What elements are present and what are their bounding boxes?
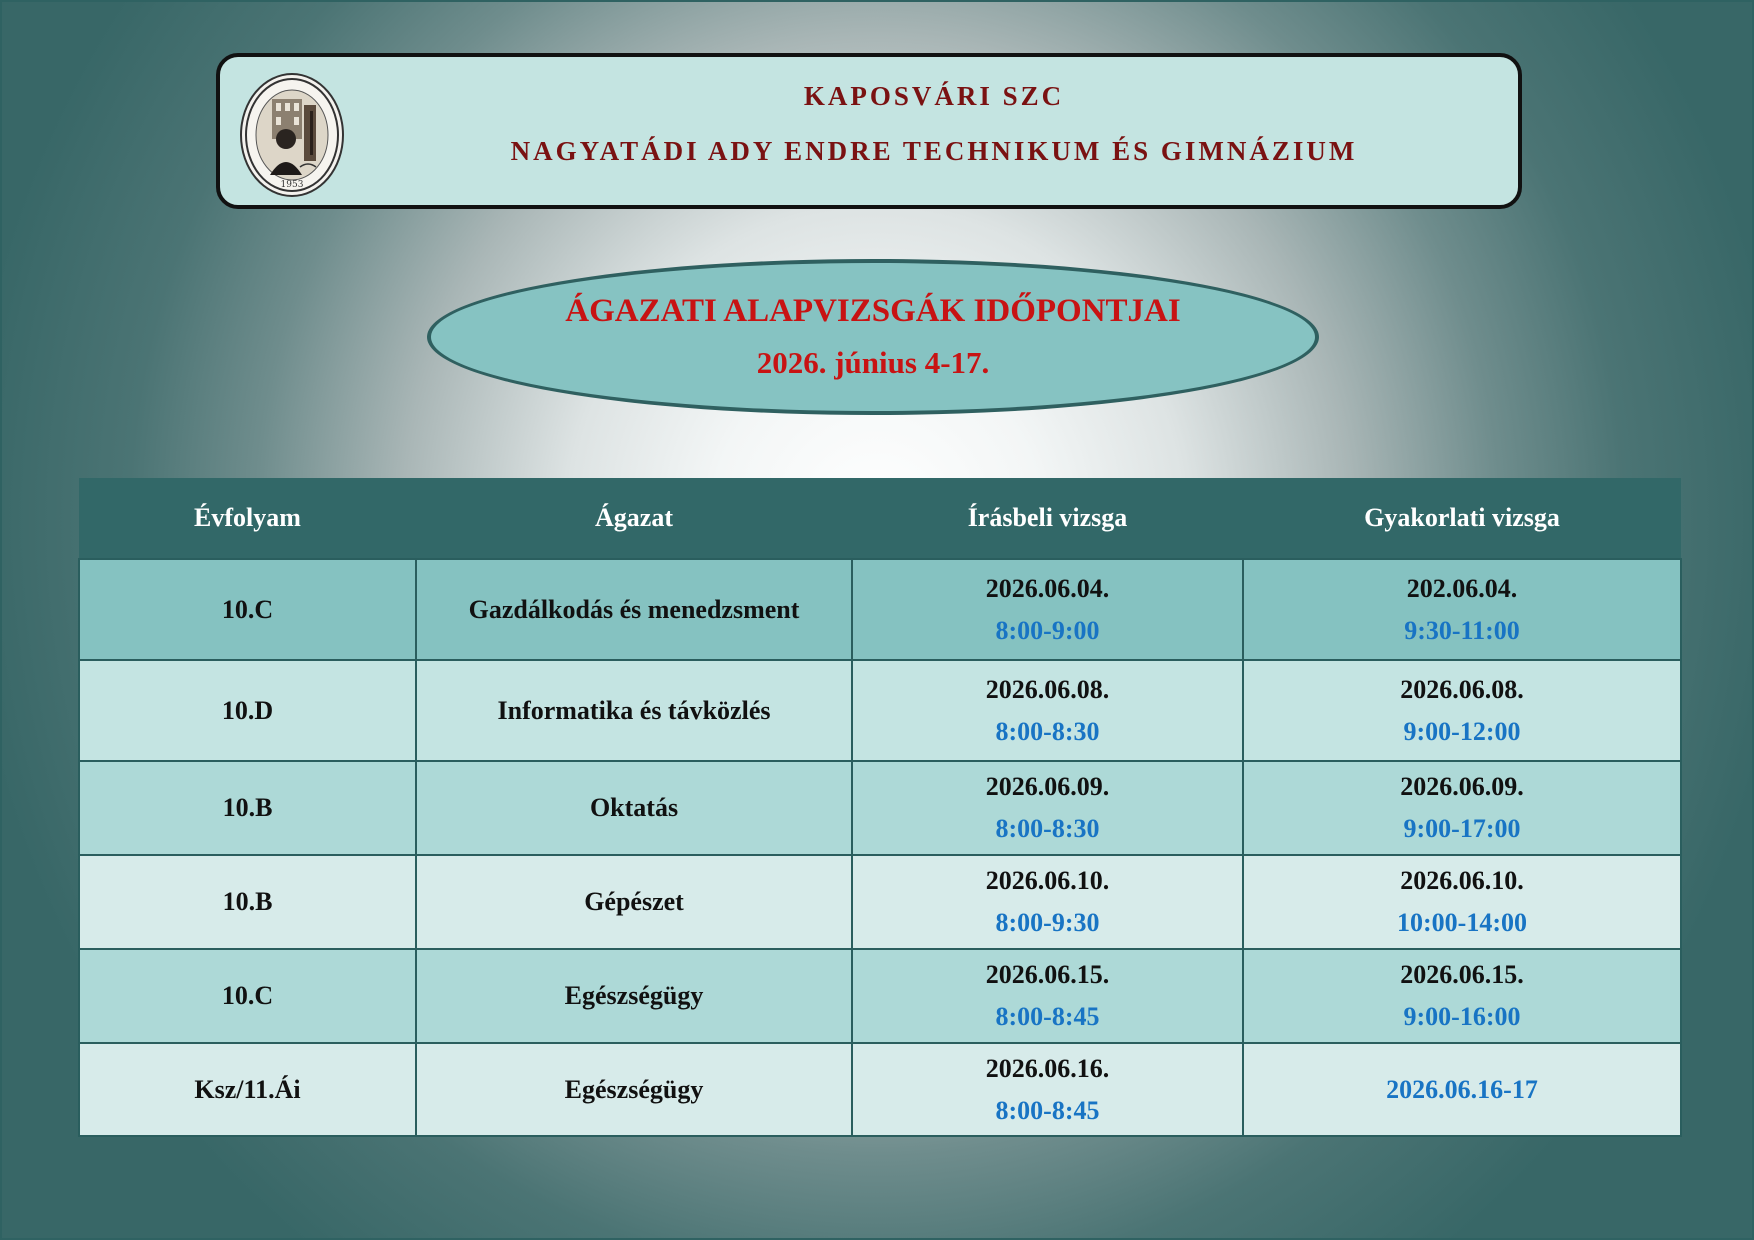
written-exam-cell <box>852 1043 1243 1136</box>
practical-exam-range: 2026.06.16-17 <box>1243 1043 1681 1136</box>
class-cell: 10.C <box>79 559 416 660</box>
practical-exam-cell <box>1243 949 1681 1043</box>
practical-exam-date: 2026.06.10. <box>1400 866 1524 895</box>
practical-exam-time: 9:00-12:00 <box>1403 716 1521 746</box>
class-cell: 10.D <box>79 660 416 761</box>
table-row <box>79 1043 1681 1136</box>
written-exam-date: 2026.06.04. <box>985 573 1110 603</box>
practical-exam-date: 2026.06.09. <box>1400 772 1524 801</box>
table-row <box>79 949 1681 1043</box>
written-exam-time: 8:00-8:30 <box>995 716 1100 746</box>
class-cell: Ksz/11.Ái <box>79 1043 416 1136</box>
class-cell: 10.C <box>79 949 416 1043</box>
title-banner <box>427 259 1319 415</box>
practical-exam-time: 9:00-16:00 <box>1403 1002 1521 1031</box>
sector-cell: Egészségügy <box>416 949 852 1043</box>
practical-exam-cell <box>1243 559 1681 660</box>
practical-exam-date: 2026.06.15. <box>1400 960 1524 989</box>
written-exam-date: 2026.06.15. <box>985 960 1110 989</box>
exam-period: 2026. június 4-17. <box>756 345 990 380</box>
organization-name: KAPOSVÁRI SZC <box>803 81 1065 111</box>
table-row <box>79 855 1681 949</box>
written-exam-date: 2026.06.09. <box>985 772 1110 801</box>
written-exam-date: 2026.06.16. <box>985 1053 1110 1083</box>
practical-exam-time: 9:00-17:00 <box>1403 814 1521 843</box>
practical-exam-cell <box>1243 761 1681 855</box>
written-exam-time: 8:00-8:45 <box>995 1002 1100 1031</box>
practical-exam-cell <box>1243 855 1681 949</box>
school-seal-logo <box>240 73 344 197</box>
written-exam-cell <box>852 660 1243 761</box>
written-exam-time: 8:00-9:00 <box>995 615 1100 645</box>
written-exam-time: 8:00-8:30 <box>995 814 1100 843</box>
written-exam-cell <box>852 949 1243 1043</box>
written-exam-time: 8:00-8:45 <box>995 1095 1100 1125</box>
practical-exam-time: 9:30-11:00 <box>1404 615 1520 645</box>
table-row <box>79 559 1681 660</box>
column-header-sector: Ágazat <box>416 478 852 559</box>
practical-exam-cell <box>1243 660 1681 761</box>
practical-exam-date: 202.06.04. <box>1406 573 1518 603</box>
svg-text:1953: 1953 <box>280 180 304 190</box>
written-exam-cell <box>852 559 1243 660</box>
table-row <box>79 761 1681 855</box>
class-cell: 10.B <box>79 855 416 949</box>
exam-schedule-table <box>78 478 1682 1137</box>
practical-exam-date: 2026.06.08. <box>1400 674 1524 704</box>
sector-cell: Oktatás <box>416 761 852 855</box>
school-name: NAGYATÁDI ADY ENDRE TECHNIKUM ÉS GIMNÁZIUM <box>510 136 1358 166</box>
column-header-written-exam: Írásbeli vizsga <box>852 478 1243 559</box>
sector-cell: Gazdálkodás és menedzsment <box>416 559 852 660</box>
school-header <box>216 53 1522 209</box>
sector-cell: Egészségügy <box>416 1043 852 1136</box>
table-header-row <box>79 478 1681 559</box>
page-title: ÁGAZATI ALAPVIZSGÁK IDŐPONTJAI <box>565 293 1181 329</box>
written-exam-date: 2026.06.08. <box>985 674 1110 704</box>
written-exam-cell <box>852 855 1243 949</box>
practical-exam-time: 10:00-14:00 <box>1397 908 1527 937</box>
sector-cell: Gépészet <box>416 855 852 949</box>
column-header-practical-exam: Gyakorlati vizsga <box>1243 478 1681 559</box>
table-row <box>79 660 1681 761</box>
class-cell: 10.B <box>79 761 416 855</box>
column-header-class: Évfolyam <box>79 478 416 559</box>
written-exam-date: 2026.06.10. <box>985 866 1110 895</box>
sector-cell: Informatika és távközlés <box>416 660 852 761</box>
written-exam-cell <box>852 761 1243 855</box>
written-exam-time: 8:00-9:30 <box>995 908 1100 937</box>
